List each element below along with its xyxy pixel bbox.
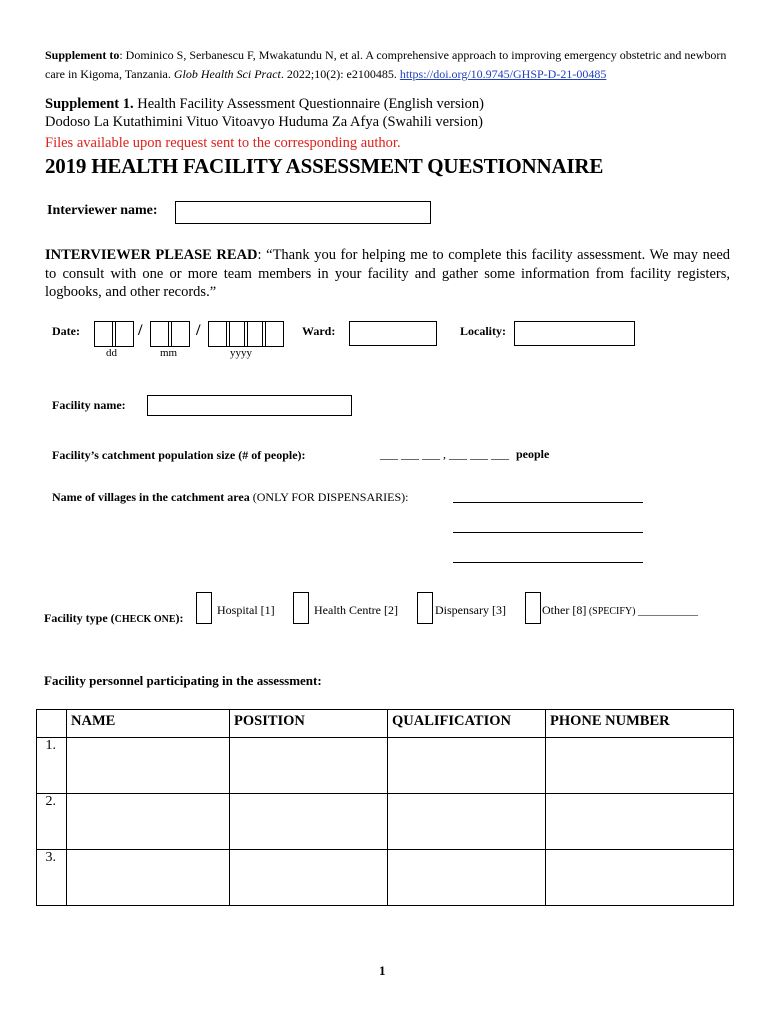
hospital-checkbox[interactable] — [196, 592, 212, 624]
position-cell[interactable] — [230, 794, 388, 850]
personnel-table — [36, 709, 734, 906]
health-centre-checkbox[interactable] — [293, 592, 309, 624]
facility-name-field[interactable] — [147, 395, 352, 416]
other-checkbox[interactable] — [525, 592, 541, 624]
facility-type-label — [44, 611, 184, 626]
ward-field[interactable] — [349, 321, 437, 346]
village-line-2[interactable] — [453, 520, 643, 533]
other-specify: (SPECIFY) ____________ — [586, 606, 699, 617]
interviewer-name-field[interactable] — [175, 201, 431, 224]
supplement-label: Supplement 1. — [45, 96, 134, 112]
personnel-label: Facility personnel participating in the assessment: — [44, 673, 322, 688]
table-row — [37, 738, 734, 794]
hospital-option: Hospital [1] — [217, 603, 275, 617]
date-separator: / — [196, 322, 201, 339]
table-header-position: POSITION — [230, 710, 388, 738]
table-header-index — [37, 710, 67, 738]
facility-name-label: Facility name: — [52, 398, 126, 412]
catchment-unit: people — [516, 447, 550, 461]
villages-note: (ONLY FOR DISPENSARIES): — [249, 490, 409, 504]
dispensary-checkbox[interactable] — [417, 592, 433, 624]
date-yyyy-hint: yyyy — [230, 347, 252, 359]
citation-journal: Glob Health Sci Pract — [173, 67, 281, 81]
table-header-qualification: QUALIFICATION — [388, 710, 546, 738]
page-title: 2019 HEALTH FACILITY ASSESSMENT QUESTIONNAIRE — [45, 154, 604, 178]
villages-label-text: Name of villages in the catchment area — [52, 490, 250, 504]
citation — [45, 46, 735, 84]
phone-cell[interactable] — [546, 794, 734, 850]
interviewer-label: Interviewer name: — [47, 203, 158, 218]
village-line-3[interactable] — [453, 550, 643, 563]
facility-type-check: CHECK ONE — [114, 614, 176, 625]
qualification-cell[interactable] — [388, 738, 546, 794]
row-number: 2. — [37, 794, 67, 850]
table-row — [37, 794, 734, 850]
date-dd-hint: dd — [106, 347, 117, 359]
interviewer-instruction — [45, 246, 730, 302]
citation-details: . 2022;10(2): e2100485. — [280, 67, 400, 81]
instruction-text: : “Thank you for helping me to complete this facility assessment. We may need to consult with one or more team members in your facility and gather some information from facility registers, logbooks, and other records.” — [45, 247, 731, 300]
phone-cell[interactable] — [546, 738, 734, 794]
availability-note: Files available upon request sent to the corresponding author. — [45, 135, 401, 151]
health-centre-option: Health Centre [2] — [314, 603, 398, 617]
doi-link[interactable]: https://doi.org/10.9745/GHSP-D-21-00485 — [399, 67, 607, 81]
villages-label — [52, 490, 408, 505]
supplement-title-sw: Dodoso La Kutathimini Vituo Vitoavyo Huduma Za Afya (Swahili version) — [45, 114, 483, 130]
table-header-name: NAME — [67, 710, 230, 738]
row-number: 3. — [37, 850, 67, 906]
supplement-title-en: Health Facility Assessment Questionnaire (English version) — [133, 96, 484, 112]
date-day-digit-2[interactable] — [112, 321, 134, 347]
catchment-blank: ___ ___ ___ , ___ ___ ___ — [380, 447, 509, 461]
citation-label: Supplement to — [45, 48, 120, 62]
facility-type-end: ): — [175, 611, 184, 625]
dispensary-option: Dispensary [3] — [435, 603, 506, 617]
locality-field[interactable] — [514, 321, 635, 346]
catchment-population-field[interactable] — [380, 447, 549, 462]
position-cell[interactable] — [230, 850, 388, 906]
table-header-phone: PHONE NUMBER — [546, 710, 734, 738]
date-separator: / — [138, 322, 143, 339]
name-cell[interactable] — [67, 738, 230, 794]
facility-type-label-text: Facility type ( — [44, 611, 115, 625]
citation-text: : Dominico S, Serbanescu F, Mwakatundu N, et al. A comprehensive approach to improving emergency obstetric and newborn care in Kigoma, Tanzania. — [45, 48, 727, 81]
date-year-digit-4[interactable] — [262, 321, 284, 347]
other-option — [542, 603, 698, 618]
supplement-title — [45, 95, 484, 131]
phone-cell[interactable] — [546, 850, 734, 906]
qualification-cell[interactable] — [388, 794, 546, 850]
village-line-1[interactable] — [453, 490, 643, 503]
page-number: 1 — [379, 963, 386, 978]
date-label: Date: — [52, 324, 80, 338]
name-cell[interactable] — [67, 794, 230, 850]
ward-label: Ward: — [302, 324, 336, 338]
position-cell[interactable] — [230, 738, 388, 794]
date-month-digit-2[interactable] — [168, 321, 190, 347]
instruction-label: INTERVIEWER PLEASE READ — [45, 247, 258, 263]
locality-label: Locality: — [460, 324, 506, 338]
qualification-cell[interactable] — [388, 850, 546, 906]
name-cell[interactable] — [67, 850, 230, 906]
catchment-label: Facility’s catchment population size (# of people): — [52, 448, 306, 462]
row-number: 1. — [37, 738, 67, 794]
table-row — [37, 850, 734, 906]
other-option-label: Other [8] — [542, 603, 587, 617]
date-mm-hint: mm — [160, 347, 178, 359]
